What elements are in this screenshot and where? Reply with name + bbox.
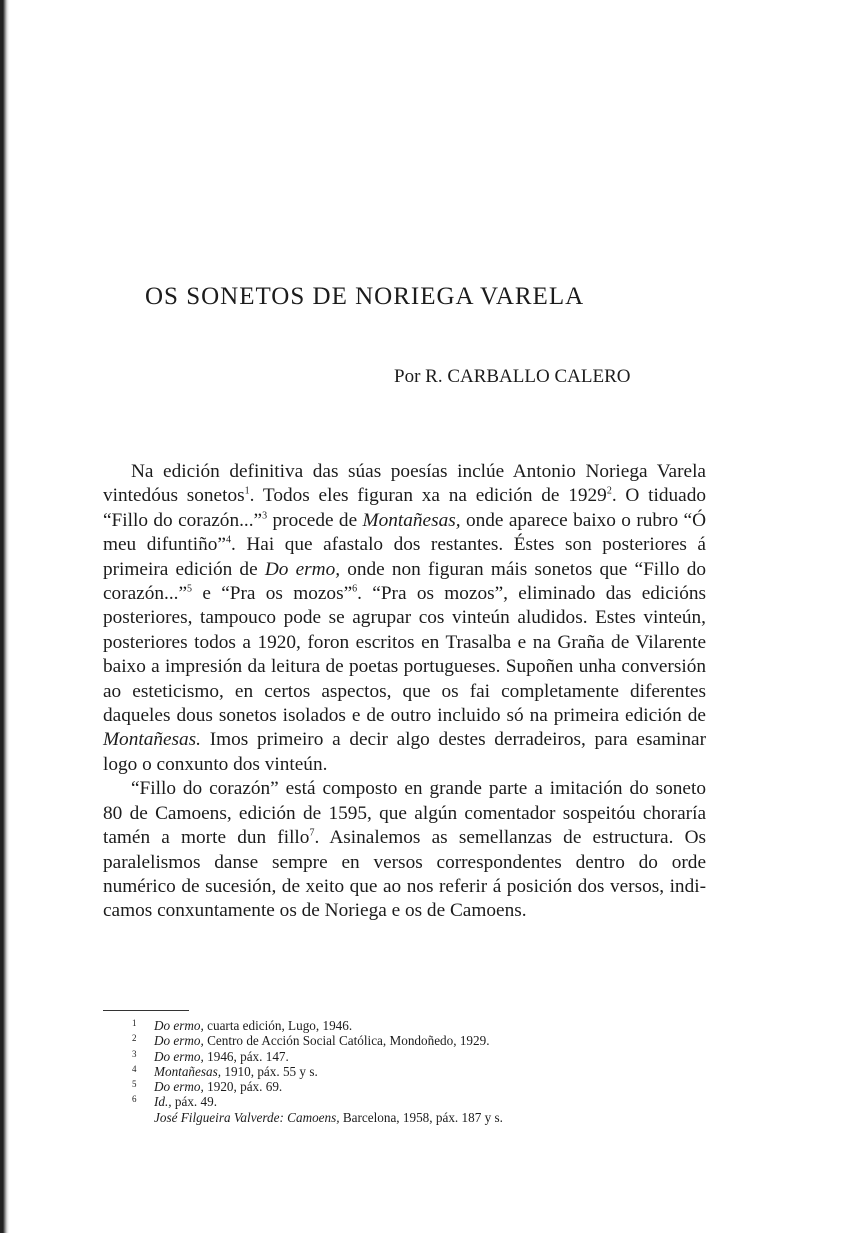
text-run: . Hai que afastalo dos restantes. Éstes son posteriores á primeira edición de bbox=[103, 534, 706, 580]
paragraph bbox=[103, 777, 706, 923]
footnote-ref: 6 bbox=[352, 583, 358, 595]
footnote-ref: 4 bbox=[226, 534, 231, 546]
scan-edge bbox=[0, 0, 9, 1233]
footnote-number: 2 bbox=[132, 1033, 137, 1044]
text-run: cuarta edición, Lugo, 1946. bbox=[203, 1018, 353, 1033]
footnote bbox=[132, 1094, 672, 1109]
italic-text: Montañesas, bbox=[154, 1063, 222, 1079]
text-run: “Fillo do corazón” está composto en grande parte a imitación do soneto 80 de Camoens, edición de 1595, que algún comentador sospeitóu choraría tamén a morte dun fillo bbox=[103, 778, 706, 849]
text-run: . Asinalemos as semellanzas de estructura. Os paralelismos danse sempre en versos correspondentes dentro do orde numérico de sucesión, de xeito que ao nos referir á posición dos versos, indicamos conxuntamente os de Noriega e os de Camoens. bbox=[103, 827, 707, 922]
italic-text: Montañesas, bbox=[362, 509, 461, 531]
footnote-ref: 2 bbox=[606, 485, 612, 497]
footnote bbox=[132, 1110, 672, 1125]
footnote bbox=[132, 1049, 672, 1064]
text-run: onde non figuran máis sonetos que “Fillo do corazón...” bbox=[103, 558, 706, 605]
text-run: 1946, páx. 147. bbox=[203, 1048, 289, 1064]
text-run: páx. 49. bbox=[171, 1094, 218, 1110]
italic-text: Id., bbox=[154, 1094, 172, 1110]
text-run: Na edición definitiva das súas poesías inclúe Antonio Noriega Varela vintedóus sonetos bbox=[103, 461, 706, 507]
footnote-number: 4 bbox=[132, 1063, 137, 1074]
footnote-number: 6 bbox=[132, 1094, 137, 1105]
footnote-number: 5 bbox=[132, 1079, 137, 1090]
text-run: onde aparece baixo o rubro “Ó meu difuntiño” bbox=[103, 509, 706, 556]
footnote-ref: 1 bbox=[244, 485, 250, 497]
italic-text: Do ermo, bbox=[154, 1048, 204, 1064]
footnote bbox=[132, 1033, 672, 1048]
text-run: . Todos eles figuran xa na edición de 1929 bbox=[249, 485, 607, 507]
footnote bbox=[132, 1064, 672, 1079]
paragraph bbox=[103, 460, 706, 777]
footnote-number: 1 bbox=[132, 1018, 137, 1028]
text-run: . “Pra os mozos”, eliminado das edicións posteriores, tampouco pode se agrupar cos vinteún aludidos. Estes vinteún, posteriores todos a 1920, foron escritos en Trasalba e na Graña de Vilarente baixo a impresión da leitura de poetas portugueses. Supoñen unha conversión ao esteticismo, en certos aspectos, que os fai completamente diferentes daqueles dous sonetos isolados e de outro incluido só na primeira edición de bbox=[103, 583, 706, 727]
italic-text: Do ermo, bbox=[264, 558, 341, 580]
italic-text: José Filgueira Valverde: Camoens, bbox=[154, 1109, 340, 1125]
text-run: e “Pra os mozos” bbox=[192, 583, 353, 605]
footnote-ref: 7 bbox=[309, 827, 315, 839]
italic-text: Do ermo, bbox=[154, 1018, 204, 1033]
article-body bbox=[103, 460, 706, 924]
footnote bbox=[132, 1079, 672, 1094]
footnote-number: 3 bbox=[132, 1048, 137, 1059]
article-byline: Por R. CARBALLO CALERO bbox=[394, 366, 631, 387]
footnotes bbox=[132, 1018, 672, 1125]
article-title: OS SONETOS DE NORIEGA VARELA bbox=[145, 283, 585, 310]
footnote-ref: 3 bbox=[262, 510, 268, 522]
footnote bbox=[132, 1018, 672, 1033]
text-run: 1920, páx. 69. bbox=[203, 1079, 283, 1095]
text-run: procede de bbox=[267, 509, 363, 531]
italic-text: Do ermo, bbox=[154, 1079, 204, 1095]
text-run: Imos primeiro a decir algo destes derradeiros, para esaminar logo o conxunto dos vinteún. bbox=[103, 729, 706, 775]
text-run: . O tiduado “Fillo do corazón...” bbox=[103, 485, 706, 531]
italic-text: Montañesas. bbox=[103, 729, 202, 751]
text-run: 1910, páx. 55 y s. bbox=[221, 1063, 318, 1079]
footnote-separator bbox=[103, 1010, 189, 1011]
text-run: Centro de Acción Social Católica, Mondoñedo, 1929. bbox=[203, 1033, 490, 1049]
text-run: Barcelona, 1958, páx. 187 y s. bbox=[339, 1109, 503, 1125]
italic-text: Do ermo, bbox=[154, 1033, 204, 1049]
footnote-ref: 5 bbox=[187, 583, 193, 595]
